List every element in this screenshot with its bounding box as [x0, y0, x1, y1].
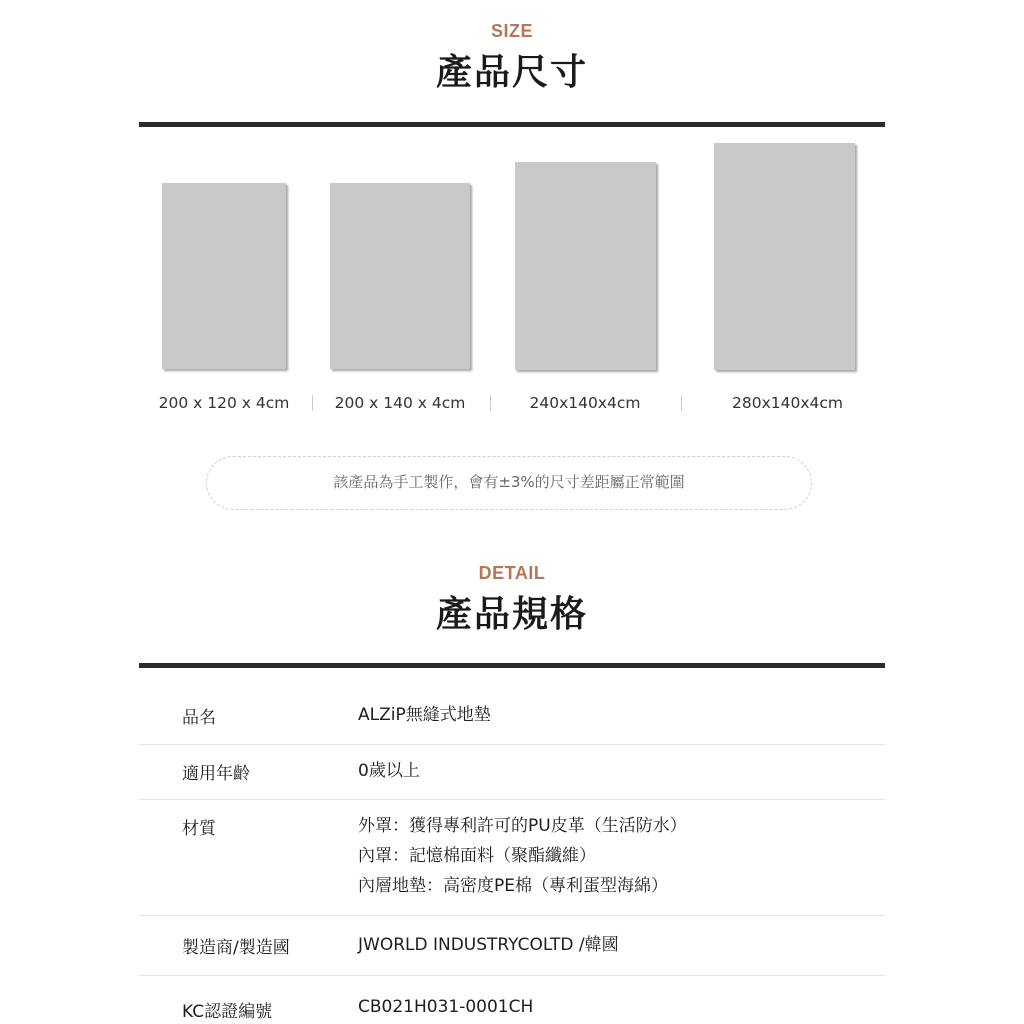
spec-key: 適用年齡: [182, 764, 250, 784]
size-separator: [490, 395, 491, 411]
size-label-280x140: 280x140x4cm: [732, 394, 843, 412]
detail-title: 產品規格: [435, 594, 588, 635]
spec-value: CB021H031-0001CH: [358, 997, 534, 1017]
spec-key: 材質: [182, 819, 216, 839]
spec-row-manufacturer: [139, 916, 885, 976]
mat-illustration-200x120: [162, 183, 286, 369]
spec-row-kc-certification: [139, 976, 885, 1024]
spec-key: 品名: [182, 708, 216, 728]
size-label-200x140: 200 x 140 x 4cm: [334, 394, 466, 412]
size-divider: [139, 122, 885, 127]
spec-value: ALZiP無縫式地墊: [358, 705, 491, 725]
size-separator: [312, 395, 313, 411]
mat-illustration-280x140: [714, 143, 855, 370]
spec-key: KC認證編號: [182, 1002, 273, 1022]
spec-row-material: [139, 800, 885, 916]
size-separator: [681, 395, 682, 411]
tolerance-note: 該產品為手工製作，會有±3%的尺寸差距屬正常範圍: [206, 456, 812, 510]
spec-value-line: 內罩：記憶棉面料（聚酯纖維）: [358, 846, 596, 866]
spec-row-product-name: [139, 690, 885, 745]
detail-divider: [139, 663, 885, 668]
size-label-200x120: 200 x 120 x 4cm: [158, 394, 290, 412]
size-title: 產品尺寸: [435, 52, 588, 93]
spec-key: 製造商/製造國: [182, 938, 290, 958]
mat-illustration-240x140: [515, 162, 656, 370]
detail-eyebrow: DETAIL: [478, 563, 546, 583]
spec-value-line: 外罩：獲得專利許可的PU皮革（生活防水）: [358, 816, 687, 836]
size-eyebrow: SIZE: [490, 21, 533, 41]
spec-value: JWORLD INDUSTRYCOLTD /韓國: [358, 935, 619, 955]
mat-illustration-200x140: [330, 183, 470, 369]
spec-value-line: 內層地墊：高密度PE棉（專利蛋型海綿）: [358, 876, 668, 896]
spec-value: 0歲以上: [358, 761, 420, 781]
size-label-240x140: 240x140x4cm: [529, 394, 641, 412]
spec-row-age: [139, 745, 885, 800]
